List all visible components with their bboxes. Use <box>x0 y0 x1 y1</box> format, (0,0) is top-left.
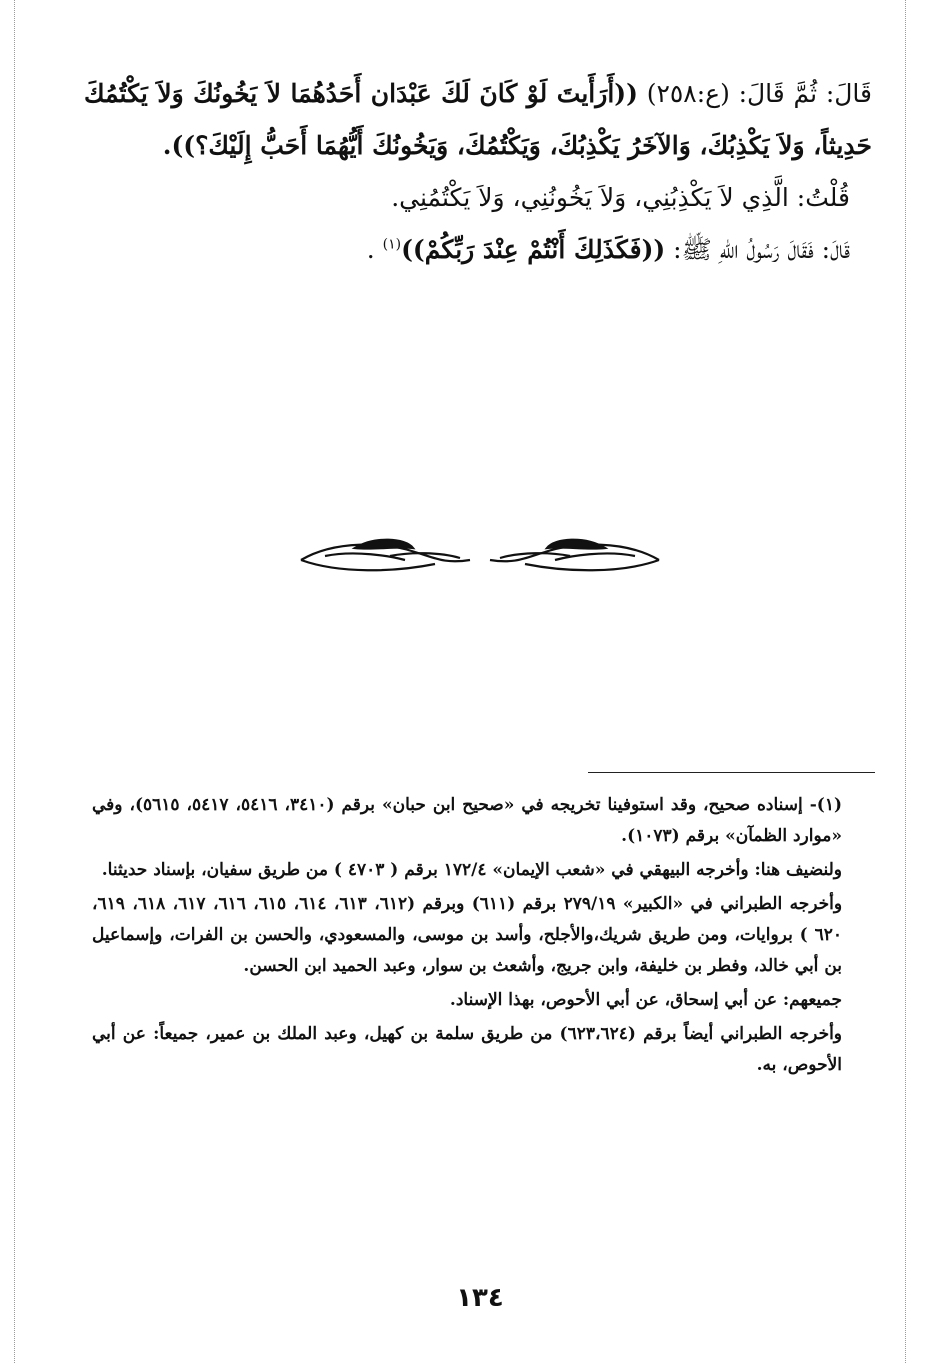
hadith-text <box>84 68 872 276</box>
narration-intro-2: قَالَ: فَقَالَ رَسُولُ اللهِ ﷺ: <box>665 235 850 264</box>
narration-intro: قَالَ: ثُمَّ قَالَ: (ع:٢٥٨) <box>637 79 873 108</box>
footnote-1: (١)- إسناده صحيح، وقد استوفينا تخريجه في «صحيح ابن حبان» برقم (٣٤١٠، ٥٤١٦، ٥٤١٧، ٥٦١٥)، وفي «موارد الظمآن» برقم (١٠٧٣). <box>92 795 843 846</box>
scan-edge-right <box>905 0 906 1363</box>
hadith-paragraph-2: قُلْتُ: الَّذِي لاَ يَكْذِبُنِي، وَلاَ يَخُونُنِي، وَلاَ يَكْتُمُنِي. <box>391 183 850 212</box>
flourish-divider-icon <box>295 530 665 580</box>
scan-edge-left <box>14 0 15 1363</box>
hadith-paragraph-1 <box>84 68 872 172</box>
footnote-2: ولنضيف هنا: وأخرجه البيهقي في «شعب الإيمان» ١٧٢/٤ برقم ( ٤٧٠٣ ) من طريق سفيان، بإسناد حديثنا. <box>101 860 842 880</box>
hadith-paragraph-3 <box>84 224 872 276</box>
hadith-quote: ((أَرَأَيتَ لَوْ كَانَ لَكَ عَبْدَان أَحَدُهُمَا لاَ يَخُونُكَ وَلاَ يَكْتُمُكَ حَدِيثاً، وَلاَ يَكْذِبُكَ، وَالآخَرُ يَكْذِبُكَ، وَيَكْتُمُكَ، وَيَخُونُكَ أَيُّهُمَا أَحَبُّ إِلَيْكَ؟)). <box>84 79 872 160</box>
hadith-quote-2: ((فَكَذَلِكَ أَنْتُمْ عِنْدَ رَبِّكُمْ)) <box>401 235 666 264</box>
sentence-end: . <box>366 235 383 264</box>
footnote-separator <box>588 772 875 773</box>
page-number: ١٣٤ <box>456 1283 504 1313</box>
footnote-3: وأخرجه الطبراني في «الكبير» ٢٧٩/١٩ برقم (٦١١) وبرقم (٦١٢، ٦١٣، ٦١٤، ٦١٥، ٦١٦، ٦١٧، ٦١٨، ٦١٩، ٦٢٠ ) بروايات، ومن طريق شريك،والأجلح، وأسد بن موسى، والمسعودي، والحسن بن الفرات، وإسماعيل بن أبي خالد، وفطر بن خليفة، وابن جريج، وأشعث بن سوار، وعبد الحميد ابن الحسن. <box>92 894 843 976</box>
footnote-5: وأخرجه الطبراني أيضاً برقم (٦٢٣،٦٢٤) من طريق سلمة بن كهيل، وعبد الملك بن عمير، جميعاً: عن أبي الأحوص، به. <box>92 1024 843 1075</box>
footnotes <box>92 790 874 1084</box>
footnote-reference: (١) <box>382 236 402 253</box>
footnote-4: جميعهم: عن أبي إسحاق، عن أبي الأحوص، بهذا الإسناد. <box>449 990 842 1010</box>
